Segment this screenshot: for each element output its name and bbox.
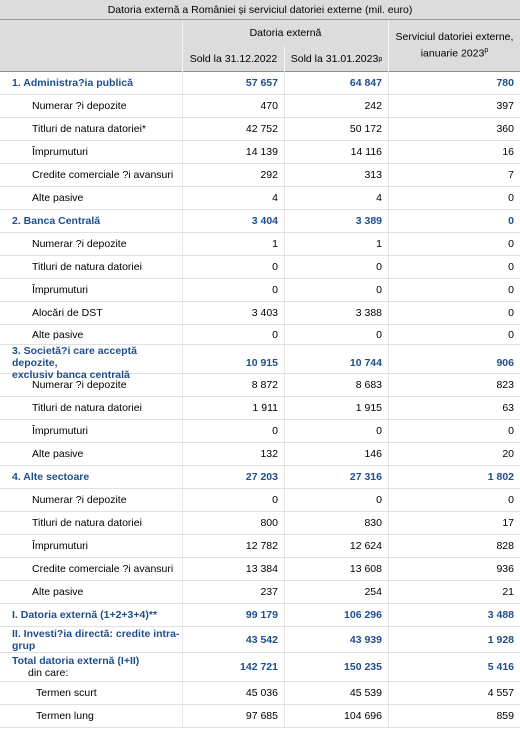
value-debt-service: 4 557 [388,682,520,704]
row-label [0,397,182,419]
value-debt-service: 0 [388,325,520,344]
row-label [0,682,182,704]
row-label-text: 1. Administra?ia publică [12,77,133,89]
value-sold-2023: 106 296 [284,604,388,626]
row-label [0,512,182,534]
header-blank-cell [0,20,182,72]
value-sold-2023: 64 847 [284,72,388,94]
value-debt-service: 360 [388,118,520,140]
table-row [0,443,520,466]
row-label [0,581,182,603]
value-sold-2022: 0 [182,325,284,344]
table-row [0,397,520,420]
value-sold-2022: 14 139 [182,141,284,163]
row-label-text: Numerar ?i depozite [32,494,127,506]
table-row [0,535,520,558]
row-label [0,187,182,209]
value-debt-service: 397 [388,95,520,117]
row-label [0,256,182,278]
value-sold-2023: 313 [284,164,388,186]
value-sold-2023: 12 624 [284,535,388,557]
value-sold-2022: 470 [182,95,284,117]
value-sold-2022: 1 911 [182,397,284,419]
value-sold-2023: 45 539 [284,682,388,704]
row-label-text: Alte pasive [32,192,84,204]
row-label [0,627,182,652]
value-sold-2023: 43 939 [284,627,388,652]
table-row [0,210,520,233]
table-row [0,489,520,512]
value-debt-service: 859 [388,705,520,727]
row-label-text: Credite comerciale ?i avansuri [32,169,174,181]
table-caption: Datoria externă a României și serviciul datoriei externe (mil. euro) [0,0,520,20]
row-label [0,302,182,324]
header-col-sold-2023-sup: p [378,55,383,63]
row-label-text: II. Investi?ia directă: credite intra- [12,627,180,640]
value-sold-2023: 0 [284,256,388,278]
value-debt-service: 780 [388,72,520,94]
value-sold-2022: 0 [182,489,284,511]
value-sold-2022: 0 [182,256,284,278]
row-label [0,164,182,186]
row-label-text: Numerar ?i depozite [32,100,127,112]
row-label-text: Titluri de natura datoriei [32,517,142,529]
value-debt-service: 1 802 [388,466,520,488]
value-sold-2023: 13 608 [284,558,388,580]
value-sold-2022: 142 721 [182,653,284,681]
value-debt-service: 17 [388,512,520,534]
table-row [0,141,520,164]
row-label-text: Împrumuturi [32,284,89,296]
value-sold-2023: 14 116 [284,141,388,163]
value-debt-service: 1 928 [388,627,520,652]
value-sold-2022: 97 685 [182,705,284,727]
value-debt-service: 21 [388,581,520,603]
value-sold-2022: 13 384 [182,558,284,580]
row-label-text: 2. Banca Centrală [12,215,101,227]
row-label-text: Titluri de natura datoriei [32,402,142,414]
value-sold-2023: 50 172 [284,118,388,140]
value-sold-2022: 42 752 [182,118,284,140]
row-label-text: Împrumuturi [32,146,89,158]
value-sold-2022: 0 [182,420,284,442]
value-sold-2022: 10 915 [182,345,284,381]
table-row [0,627,520,653]
row-label-text: Total datoria externă (I+II) [12,655,140,667]
table-row [0,345,520,381]
header-col-sold-2023 [284,46,388,72]
row-label [0,325,182,344]
value-debt-service: 5 416 [388,653,520,681]
value-debt-service: 0 [388,420,520,442]
row-label [0,535,182,557]
value-debt-service: 0 [388,279,520,301]
row-label-text-2: din care: [28,667,69,679]
row-label-text: 3. Societă?i care acceptă depozite, [12,345,137,369]
row-label-text: Împrumuturi [32,540,89,552]
table-row [0,705,520,728]
table-row [0,558,520,581]
value-sold-2023: 150 235 [284,653,388,681]
value-debt-service: 823 [388,374,520,396]
value-sold-2023: 3 388 [284,302,388,324]
table-row [0,466,520,489]
row-label-text-2: exclusiv banca centrală [12,369,130,381]
value-debt-service: 0 [388,187,520,209]
table-header [0,20,520,72]
value-debt-service: 936 [388,558,520,580]
value-sold-2022: 27 203 [182,466,284,488]
value-sold-2023: 0 [284,325,388,344]
row-label-text: Numerar ?i depozite [32,379,127,391]
row-label-text: I. Datoria externă (1+2+3+4)** [12,609,158,621]
value-sold-2022: 3 404 [182,210,284,232]
value-sold-2022: 292 [182,164,284,186]
row-label [0,233,182,255]
row-label-text: Împrumuturi [32,425,89,437]
value-sold-2023: 104 696 [284,705,388,727]
table-body [0,72,520,728]
value-sold-2023: 4 [284,187,388,209]
table-row [0,118,520,141]
value-debt-service: 20 [388,443,520,465]
value-sold-2022: 132 [182,443,284,465]
table-row [0,374,520,397]
value-sold-2022: 8 872 [182,374,284,396]
value-sold-2022: 4 [182,187,284,209]
value-sold-2023: 3 389 [284,210,388,232]
value-sold-2023: 254 [284,581,388,603]
value-sold-2023: 146 [284,443,388,465]
header-group-external-debt: Datoria externă [182,20,388,46]
row-label [0,489,182,511]
value-debt-service: 0 [388,256,520,278]
value-debt-service: 3 488 [388,604,520,626]
row-label [0,279,182,301]
row-label [0,653,182,681]
row-label-text: Credite comerciale ?i avansuri [32,563,174,575]
row-label-text: Alte pasive [32,328,84,341]
table-row [0,95,520,118]
table-row [0,187,520,210]
row-label-text: Numerar ?i depozite [32,238,127,250]
table-row [0,581,520,604]
row-label [0,95,182,117]
table-row [0,164,520,187]
value-debt-service: 63 [388,397,520,419]
value-sold-2022: 0 [182,279,284,301]
value-sold-2023: 8 683 [284,374,388,396]
header-col-debt-service [388,20,520,72]
value-sold-2023: 27 316 [284,466,388,488]
table-row [0,604,520,627]
value-debt-service: 7 [388,164,520,186]
row-label-text: 4. Alte sectoare [12,471,90,483]
value-debt-service: 0 [388,489,520,511]
value-sold-2022: 43 542 [182,627,284,652]
value-sold-2023: 1 915 [284,397,388,419]
table-row [0,302,520,325]
table-row [0,325,520,345]
value-debt-service: 0 [388,210,520,232]
header-col-sold-2022: Sold la 31.12.2022 [182,46,284,72]
table-row [0,256,520,279]
row-label [0,604,182,626]
row-label [0,141,182,163]
row-label-text-2: grup [12,639,36,652]
value-sold-2023: 0 [284,420,388,442]
row-label-text: Alocări de DST [32,307,103,319]
value-sold-2022: 99 179 [182,604,284,626]
value-debt-service: 0 [388,302,520,324]
value-debt-service: 828 [388,535,520,557]
header-col-debt-service-text: Serviciul datoriei externe, ianuarie 2023 [395,31,514,60]
table-row [0,653,520,682]
value-sold-2022: 3 403 [182,302,284,324]
row-label [0,420,182,442]
row-label [0,72,182,94]
value-sold-2023: 0 [284,489,388,511]
row-label [0,443,182,465]
value-debt-service: 906 [388,345,520,381]
row-label [0,374,182,396]
value-sold-2022: 800 [182,512,284,534]
header-col-debt-service-sup: p [484,47,489,55]
header-col-sold-2023-text: Sold la 31.01.2023 [290,53,379,65]
row-label-text: Termen lung [36,710,94,722]
value-debt-service: 16 [388,141,520,163]
table-row [0,682,520,705]
value-sold-2022: 57 657 [182,72,284,94]
value-sold-2023: 830 [284,512,388,534]
row-label-text: Titluri de natura datoriei [32,261,142,273]
value-sold-2023: 242 [284,95,388,117]
table-row [0,233,520,256]
value-sold-2023: 1 [284,233,388,255]
row-label [0,558,182,580]
value-sold-2022: 1 [182,233,284,255]
table-row [0,512,520,535]
table-row [0,420,520,443]
value-sold-2023: 10 744 [284,345,388,381]
row-label [0,118,182,140]
value-debt-service: 0 [388,233,520,255]
value-sold-2023: 0 [284,279,388,301]
value-sold-2022: 237 [182,581,284,603]
row-label-text: Titluri de natura datoriei* [32,123,147,135]
value-sold-2022: 12 782 [182,535,284,557]
row-label-text: Termen scurt [36,687,97,699]
row-label [0,466,182,488]
value-sold-2022: 45 036 [182,682,284,704]
row-label [0,210,182,232]
row-label-text: Alte pasive [32,586,84,598]
row-label-text: Alte pasive [32,448,84,460]
table-row [0,72,520,95]
row-label [0,705,182,727]
table-row [0,279,520,302]
